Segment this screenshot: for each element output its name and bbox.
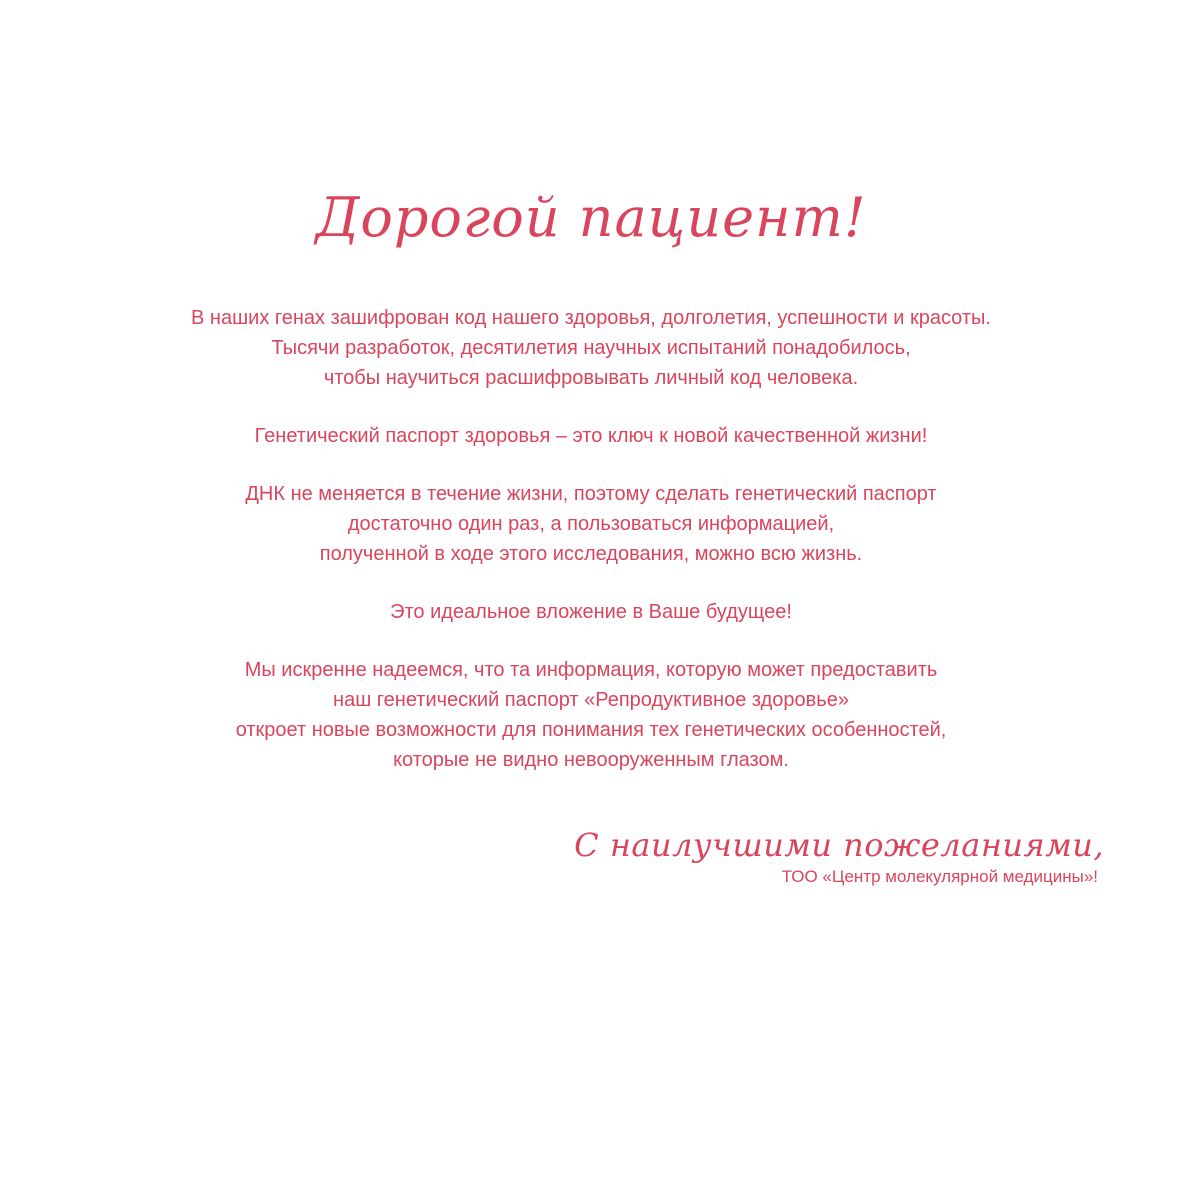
paragraph-investment (60, 597, 1122, 627)
text-line: Мы искренне надеемся, что та информация, которую может предоставить (244, 659, 938, 681)
text-line: наш генетический паспорт «Репродуктивное здоровье» (333, 689, 849, 711)
paragraph-passport-key (60, 421, 1122, 451)
text-line: Это идеальное вложение в Ваше будущее! (390, 601, 792, 623)
closing-wishes: С наилучшими пожеланиями, (574, 826, 1104, 864)
text-line: полученной в ходе этого исследования, можно всю жизнь. (319, 543, 863, 565)
paragraph-genes (60, 303, 1122, 393)
text-line: Генетический паспорт здоровья – это ключ к новой качественной жизни! (254, 425, 928, 447)
letter-title: Дорогой пациент! (315, 186, 867, 249)
text-line: Тысячи разработок, десятилетия научных испытаний понадобилось, (271, 337, 911, 359)
text-line: ДНК не меняется в течение жизни, поэтому сделать генетический паспорт (245, 483, 937, 505)
letter-body (60, 303, 1122, 803)
text-line: которые не видно невооруженным глазом. (393, 749, 789, 771)
text-line: В наших генах зашифрован код нашего здоровья, долголетия, успешности и красоты. (191, 307, 991, 329)
paragraph-hope (60, 655, 1122, 775)
closing-organization: ТОО «Центр молекулярной медицины»! (781, 867, 1098, 887)
paragraph-dna (60, 479, 1122, 569)
text-line: чтобы научиться расшифровывать личный код человека. (323, 367, 859, 389)
text-line: достаточно один раз, а пользоваться информацией, (347, 513, 835, 535)
text-line: откроет новые возможности для понимания тех генетических особенностей, (235, 719, 947, 741)
letter-closing (574, 826, 1104, 888)
